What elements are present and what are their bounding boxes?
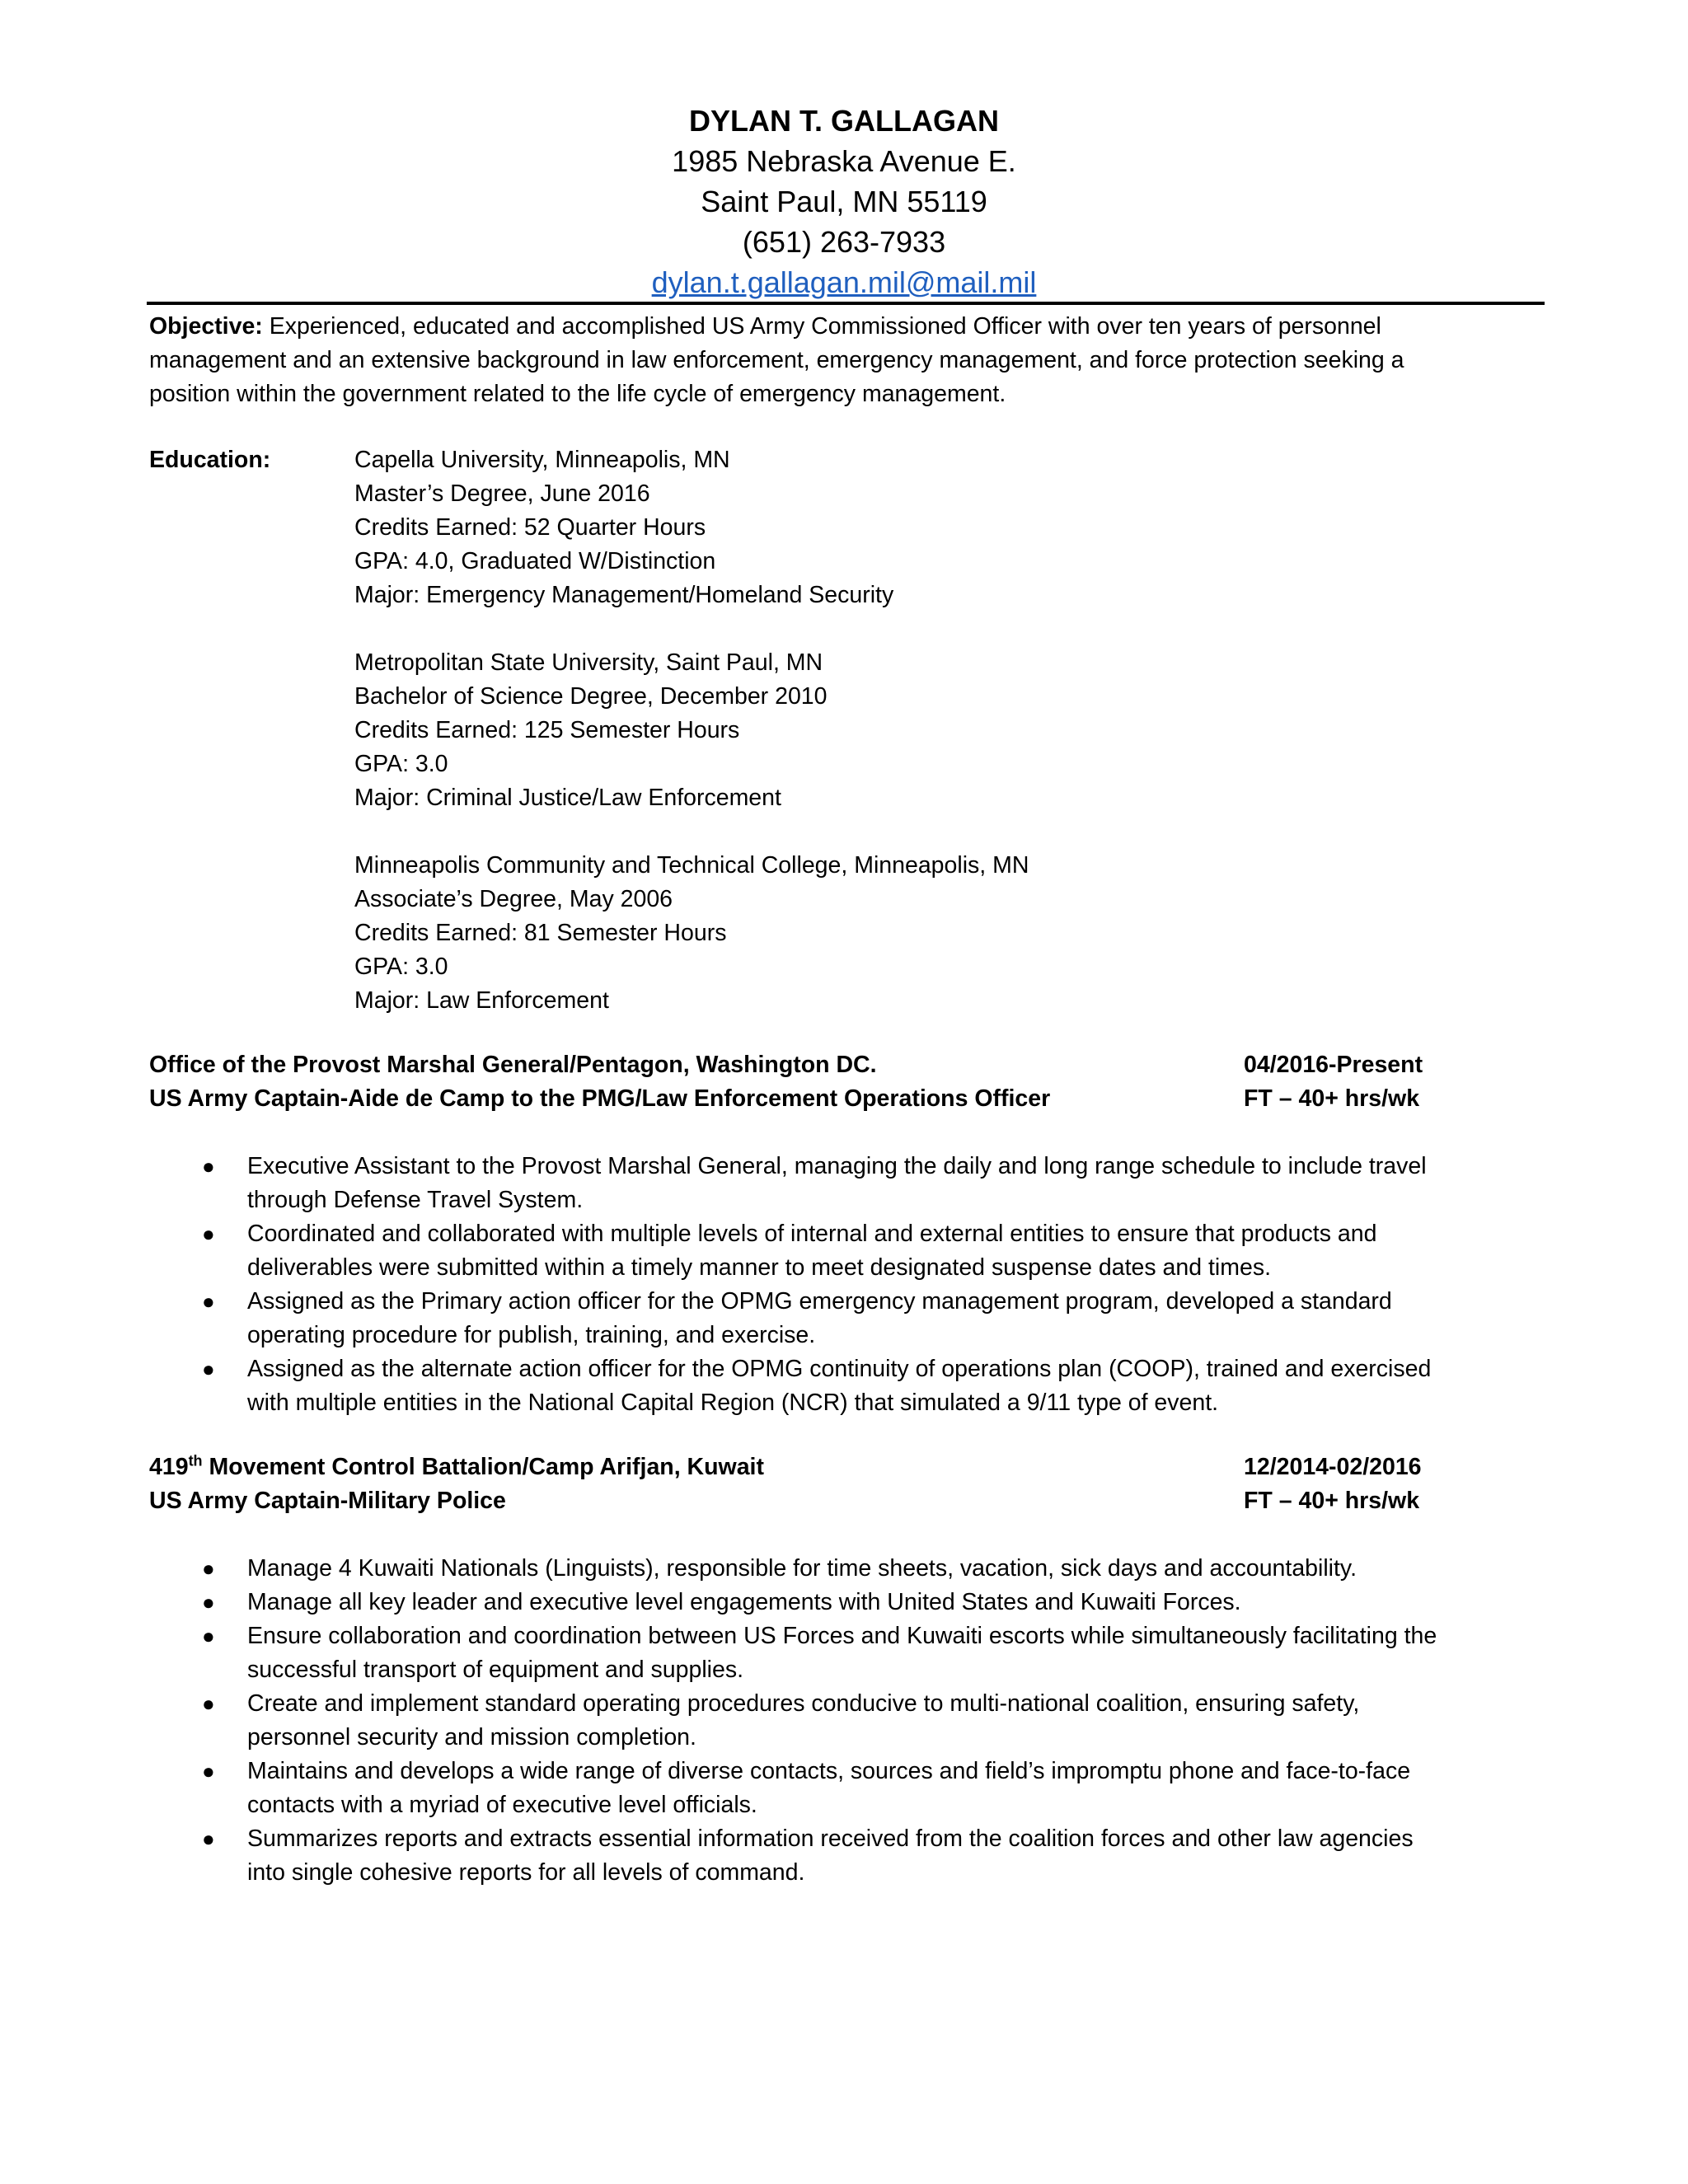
org-ordinal: th <box>188 1452 203 1469</box>
job-bullet-list <box>149 1552 1542 1890</box>
list-item <box>149 1217 1542 1285</box>
education-entry <box>354 646 1029 815</box>
bullet-icon: ● <box>202 1221 215 1246</box>
list-item <box>149 1285 1542 1352</box>
list-item <box>149 1687 1542 1755</box>
job-title: US Army Captain-Military Police <box>149 1488 506 1514</box>
objective-label: Objective: <box>149 313 263 340</box>
job-title: US Army Captain-Aide de Camp to the PMG/Law Enforcement Operations Officer <box>149 1085 1051 1112</box>
bullet-text: Executive Assistant to the Provost Marshal General, managing the daily and long range schedule to include travel through Defense Travel System. <box>247 1153 1427 1213</box>
bullet-icon: ● <box>202 1154 215 1179</box>
education-line: Credits Earned: 125 Semester Hours <box>354 717 740 743</box>
objective-section <box>149 310 1542 411</box>
job-dates: 12/2014-02/2016 <box>1244 1454 1422 1480</box>
education-line: Major: Criminal Justice/Law Enforcement <box>354 785 781 811</box>
bullet-icon: ● <box>202 1826 215 1851</box>
bullet-text: Assigned as the Primary action officer for the OPMG emergency management program, developed a standard operating procedure for publish, training, and exercise. <box>247 1288 1392 1348</box>
job-header-row <box>149 1048 1542 1082</box>
list-item <box>149 1755 1542 1822</box>
education-line: GPA: 3.0 <box>354 751 448 777</box>
bullet-icon: ● <box>202 1624 215 1648</box>
list-item <box>149 1822 1542 1890</box>
objective-line: management and an extensive background in law enforcement, emergency management, and force protection seeking a <box>149 347 1404 373</box>
bullet-text: Coordinated and collaborated with multiple levels of internal and external entities to ensure that products and deliverables were submitted within a timely manner to meet designated suspense dates and times. <box>247 1221 1377 1281</box>
email-link[interactable]: dylan.t.gallagan.mil@mail.mil <box>651 265 1037 299</box>
bullet-icon: ● <box>202 1691 215 1716</box>
bullet-text: Summarizes reports and extracts essential information received from the coalition forces and other law agencies into single cohesive reports for all levels of command. <box>247 1825 1414 1886</box>
job-organization <box>149 1454 764 1480</box>
bullet-icon: ● <box>202 1357 215 1381</box>
phone-number: (651) 263-7933 <box>742 225 946 259</box>
bullet-text: Create and implement standard operating procedures conducive to multi-national coalition, ensuring safety, personnel security and mission completion. <box>247 1690 1360 1750</box>
education-list <box>354 443 1029 1052</box>
education-line: Associate’s Degree, May 2006 <box>354 886 673 912</box>
education-line: Minneapolis Community and Technical College, Minneapolis, MN <box>354 852 1029 879</box>
job-dates: 04/2016-Present <box>1244 1052 1423 1078</box>
education-line: Credits Earned: 52 Quarter Hours <box>354 514 706 541</box>
address-line-1: 1985 Nebraska Avenue E. <box>672 144 1016 178</box>
resume-header <box>0 101 1688 302</box>
job-entry-opmg <box>149 1048 1542 1420</box>
bullet-icon: ● <box>202 1289 215 1314</box>
education-line: GPA: 4.0, Graduated W/Distinction <box>354 548 716 574</box>
list-item <box>149 1352 1542 1420</box>
org-name: Movement Control Battalion/Camp Arifjan, Kuwait <box>202 1454 764 1480</box>
bullet-text: Manage 4 Kuwaiti Nationals (Linguists), responsible for time sheets, vacation, sick days and accountability. <box>247 1555 1357 1582</box>
education-line: Major: Emergency Management/Homeland Security <box>354 582 894 608</box>
job-entry-419th <box>149 1451 1542 1890</box>
education-entry <box>354 443 1029 612</box>
job-hours: FT – 40+ hrs/wk <box>1244 1085 1420 1112</box>
bullet-icon: ● <box>202 1556 215 1581</box>
job-title-row <box>149 1484 1542 1518</box>
header-divider <box>147 302 1545 305</box>
org-number: 419 <box>149 1454 189 1480</box>
bullet-text: Maintains and develops a wide range of diverse contacts, sources and field’s impromptu phone and face-to-face contacts with a myriad of executive level officials. <box>247 1758 1411 1818</box>
education-label: Education: <box>149 447 271 473</box>
list-item <box>149 1552 1542 1586</box>
objective-line: position within the government related to the life cycle of emergency management. <box>149 381 1006 407</box>
job-title-row <box>149 1082 1542 1116</box>
list-item <box>149 1619 1542 1687</box>
education-line: Capella University, Minneapolis, MN <box>354 447 730 473</box>
list-item <box>149 1150 1542 1217</box>
address-line-2: Saint Paul, MN 55119 <box>701 185 987 218</box>
candidate-name: DYLAN T. GALLAGAN <box>689 104 999 138</box>
list-item <box>149 1586 1542 1619</box>
bullet-icon: ● <box>202 1759 215 1783</box>
education-line: Credits Earned: 81 Semester Hours <box>354 920 727 946</box>
job-header-row <box>149 1451 1542 1484</box>
bullet-text: Manage all key leader and executive level engagements with United States and Kuwaiti Forces. <box>247 1589 1241 1615</box>
objective-line: Experienced, educated and accomplished US Army Commissioned Officer with over ten years of personnel <box>269 313 1381 340</box>
bullet-text: Ensure collaboration and coordination between US Forces and Kuwaiti escorts while simultaneously facilitating the successful transport of equipment and supplies. <box>247 1623 1437 1683</box>
education-entry <box>354 849 1029 1018</box>
job-hours: FT – 40+ hrs/wk <box>1244 1488 1420 1514</box>
education-line: Bachelor of Science Degree, December 2010 <box>354 683 828 710</box>
education-line: Major: Law Enforcement <box>354 987 609 1014</box>
education-line: Metropolitan State University, Saint Paul, MN <box>354 649 823 676</box>
job-bullet-list <box>149 1150 1542 1420</box>
education-line: Master’s Degree, June 2016 <box>354 480 650 507</box>
bullet-icon: ● <box>202 1590 215 1615</box>
bullet-text: Assigned as the alternate action officer for the OPMG continuity of operations plan (COOP), trained and exercised with multiple entities in the National Capital Region (NCR) that simulated a 9/11 type of event. <box>247 1356 1432 1416</box>
education-line: GPA: 3.0 <box>354 954 448 980</box>
job-organization: Office of the Provost Marshal General/Pentagon, Washington DC. <box>149 1052 877 1078</box>
